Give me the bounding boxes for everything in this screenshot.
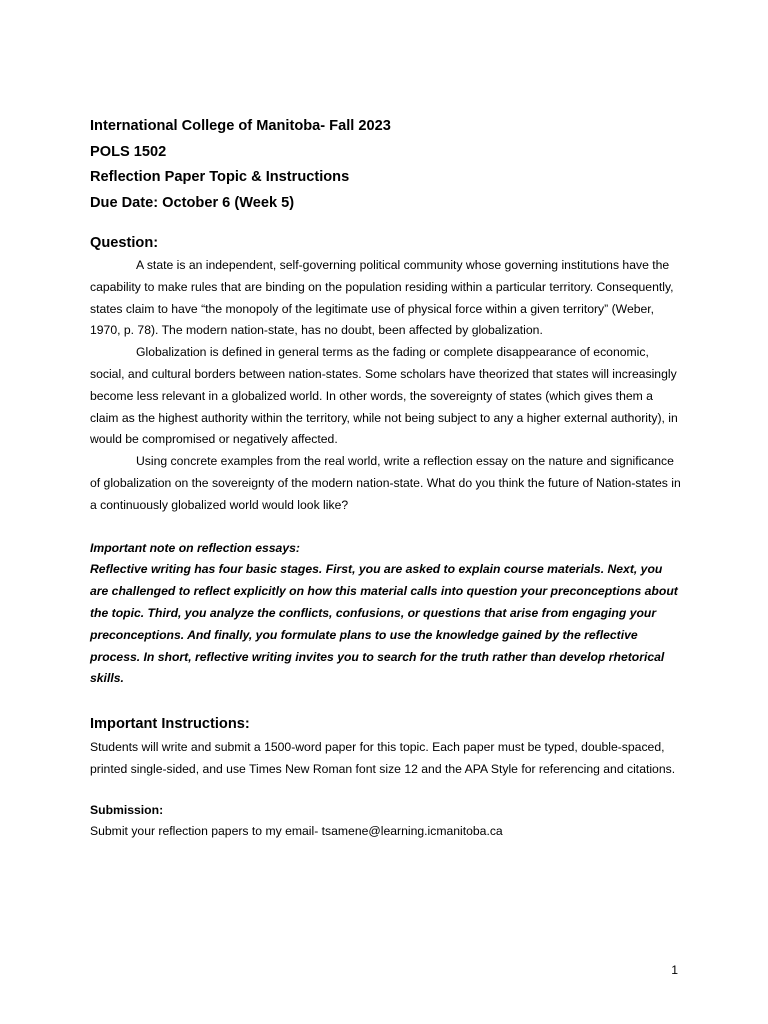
page-number: 1 [671, 963, 678, 977]
submission-heading: Submission: [90, 802, 164, 817]
due-date: Due Date: October 6 (Week 5) [90, 194, 295, 211]
institution-title: International College of Manitoba- Fall 2023 [90, 118, 391, 134]
question-heading: Question: [90, 235, 159, 251]
note-title: Important note on reflection essays: [90, 540, 300, 555]
paper-topic-title: Reflection Paper Topic & Instructions [90, 169, 350, 185]
document-page [90, 114, 682, 842]
question-paragraph-1: A state is an independent, self-governing political community whose governing institutions have the capability to make rules that are binding on the population residing within a particular territory. Consequently, states claim to have “the monopoly of the legitimate use of physical force within a given territory” (Weber, 1970, p. 78). The modern nation-state, has no doubt, been affected by globalization. [90, 258, 674, 338]
question-paragraph-2: Globalization is defined in general terms as the fading or complete disappearance of economic, social, and cultural borders between nation-states. Some scholars have theorized that states will increasingly become less relevant in a globalized world. In other words, the sovereignty of states (which gives them a claim as the highest authority within the territory, while not being subject to any a higher external authority), in would be compromised or negatively affected. [90, 345, 678, 447]
instructions-text: Students will write and submit a 1500-word paper for this topic. Each paper must be typed, double-spaced, printed single-sided, and use Times New Roman font size 12 and the APA Style for referencing and citations. [90, 740, 676, 776]
note-text: Reflective writing has four basic stages. First, you are asked to explain course materials. Next, you are challenged to reflect explicitly on how this material calls into question your preconceptions about the topic. Third, you analyze the conflicts, confusions, or questions that arise from engaging your preconceptions. And finally, you formulate plans to use the knowledge gained by the reflective process. In short, reflective writing invites you to search for the truth rather than develop rhetorical skills. [90, 562, 678, 686]
course-code: POLS 1502 [90, 143, 167, 160]
reflection-note [90, 538, 682, 691]
submission-text: Submit your reflection papers to my email- tsamene@learning.icmanitoba.ca [90, 823, 503, 838]
question-paragraph-3: Using concrete examples from the real world, write a reflection essay on the nature and significance of globalization on the sovereignty of the modern nation-state. What do you think the future of Nation-states in a continuously globalized world would look like? [90, 454, 681, 512]
instructions-heading: Important Instructions: [90, 716, 250, 733]
